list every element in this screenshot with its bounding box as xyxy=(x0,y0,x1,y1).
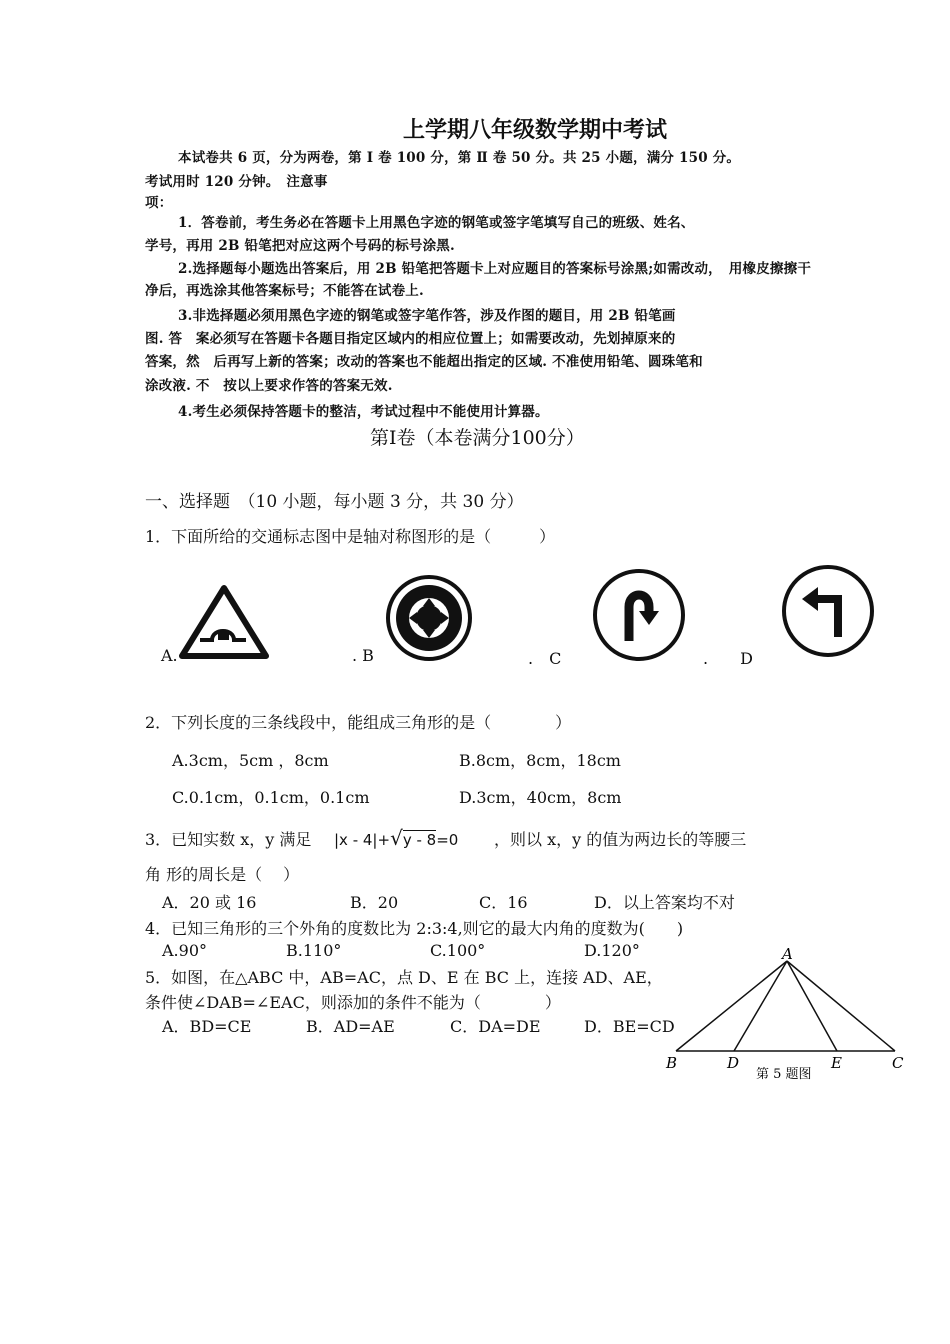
q3-formula xyxy=(334,826,458,850)
q1-label-c: . C xyxy=(528,649,562,668)
point-label-e: E xyxy=(831,1054,842,1072)
q5-triangle-figure xyxy=(660,945,920,1085)
note-3b: 图. 答 案必须写在答题卡各题目指定区域内的相应位置上；如需要改动，先划掉原来的 xyxy=(145,331,676,347)
q5-option-a: A．BD=CE xyxy=(162,1017,252,1036)
point-label-b: B xyxy=(666,1054,678,1072)
sqrt-icon: √ xyxy=(390,826,403,850)
note-3c: 答案，然 后再写上新的答案；改动的答案也不能超出指定的区域. 不准使用铅笔、圆珠笔和 xyxy=(145,354,703,370)
q5-option-d: D．BE=CD xyxy=(584,1017,675,1036)
q1-label-d: . D xyxy=(703,649,753,668)
part1-title: 第Ⅰ卷（本卷满分100分） xyxy=(370,427,585,449)
q1-label-b: . B xyxy=(352,646,374,665)
segment-ab xyxy=(676,961,787,1051)
note-3d: 涂改液. 不 按以上要求作答的答案无效. xyxy=(145,378,393,394)
q3-option-c: C．16 xyxy=(479,893,528,912)
q3-stem-c: 角 形的周长是（ ） xyxy=(145,865,300,884)
segment-ad xyxy=(734,961,787,1051)
note-3a: 3.非选择题必须用黑色字迹的钢笔或签字笔作答，涉及作图的题目，用 2B 铅笔画 xyxy=(178,308,676,324)
q3-formula-plus: + xyxy=(377,831,391,849)
q5-stem-b: 条件使∠DAB=∠EAC，则添加的条件不能为（ ） xyxy=(145,993,561,1012)
point-label-a: A xyxy=(782,945,793,963)
q5-stem-a: 5．如图，在△ABC 中，AB=AC，点 D、E 在 BC 上，连接 AD、AE， xyxy=(145,968,663,987)
q1-stem: 1．下面所给的交通标志图中是轴对称图形的是（ ） xyxy=(145,527,556,546)
q3-option-d: D．以上答案均不对 xyxy=(594,893,735,912)
exam-title: 上学期八年级数学期中考试 xyxy=(403,118,668,143)
q5-option-b: B．AD=AE xyxy=(306,1017,395,1036)
q3-formula-abs: |x - 4| xyxy=(334,831,378,849)
segment-ac xyxy=(787,961,895,1051)
note-2a: 2.选择题每小题选出答案后，用 2B 铅笔把答题卡上对应题目的答案标号涂黑;如需改动， 用橡皮擦擦干 xyxy=(178,261,812,277)
roundabout-sign-icon xyxy=(385,574,473,662)
intro-line-1: 本试卷共 6 页，分为两卷，第 Ⅰ 卷 100 分，第 Ⅱ 卷 50 分。共 25 小题，满分 150 分。 xyxy=(178,150,741,166)
note-1a: 1．答卷前，考生务必在答题卡上用黑色字迹的钢笔或签字笔填写自己的班级、姓名、 xyxy=(178,215,695,231)
q2-option-d: D.3cm，40cm，8cm xyxy=(459,788,622,807)
q2-option-a: A.3cm，5cm ，8cm xyxy=(172,751,329,770)
q4-option-b: B.110° xyxy=(286,941,342,960)
point-label-d: D xyxy=(727,1054,740,1072)
q2-option-c: C.0.1cm，0.1cm，0.1cm xyxy=(172,788,370,807)
left-turn-sign-icon xyxy=(780,563,876,659)
note-4: 4.考生必须保持答题卡的整洁，考试过程中不能使用计算器。 xyxy=(178,404,549,420)
q4-option-a: A.90° xyxy=(162,941,207,960)
q2-option-b: B.8cm，8cm，18cm xyxy=(459,751,621,770)
note-1b: 学号，再用 2B 铅笔把对应这两个号码的标号涂黑. xyxy=(145,238,455,254)
q5-option-c: C．DA=DE xyxy=(450,1017,541,1036)
segment-ae xyxy=(787,961,837,1051)
q3-formula-sqrt: y - 8 xyxy=(402,831,437,849)
q3-option-a: A．20 或 16 xyxy=(162,893,257,912)
q4-stem: 4．已知三角形的三个外角的度数比为 2:3:4,则它的最大内角的度数为( ) xyxy=(145,919,684,938)
q3-stem-b: ，则以 x，y 的值为两边长的等腰三 xyxy=(494,830,747,849)
q1-label-a: A. xyxy=(161,646,178,665)
q4-option-d: D.120° xyxy=(584,941,640,960)
q3-formula-eq: =0 xyxy=(436,831,459,849)
q2-stem: 2．下列长度的三条线段中，能组成三角形的是（ ） xyxy=(145,713,572,732)
point-label-c: C xyxy=(892,1054,904,1072)
q3-stem-a: 3．已知实数 x，y 满足 xyxy=(145,830,312,849)
intro-line-2: 考试用时 120 分钟。 注意事 xyxy=(145,174,328,190)
q3-option-b: B．20 xyxy=(350,893,399,912)
u-turn-sign-icon xyxy=(591,567,687,663)
section1-title: 一、选择题 （10 小题，每小题 3 分，共 30 分） xyxy=(145,492,524,512)
q5-figure-caption: 第 5 题图 xyxy=(756,1067,812,1082)
intro-line-3: 项： xyxy=(145,195,173,211)
sign-a-figure xyxy=(178,582,270,660)
note-2b: 净后，再选涂其他答案标号；不能答在试卷上. xyxy=(145,283,424,299)
q4-option-c: C.100° xyxy=(430,941,486,960)
